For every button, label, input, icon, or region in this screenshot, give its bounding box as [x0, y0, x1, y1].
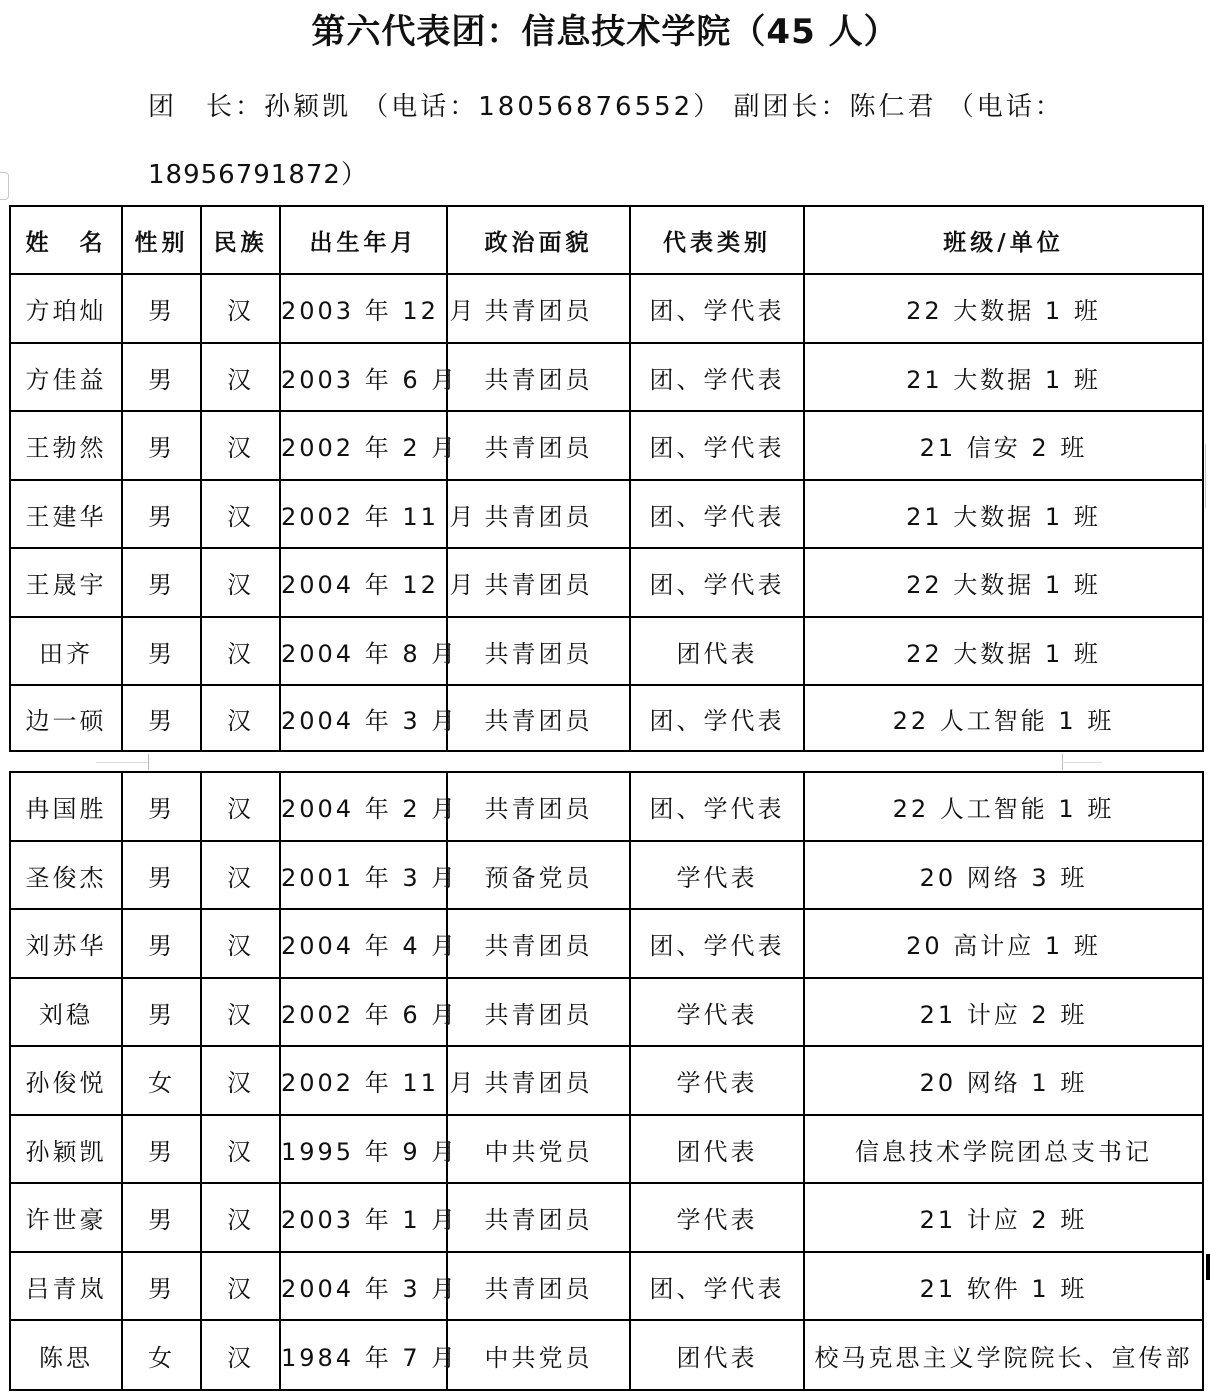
- political-status-cell: 共青团员: [447, 978, 630, 1046]
- birth-date-cell: 2002 年 6 月: [280, 978, 447, 1046]
- class-unit-cell: 21 计应 2 班: [804, 978, 1203, 1046]
- table-row: [10, 978, 1203, 1046]
- class-unit-cell: 22 大数据 1 班: [804, 617, 1203, 685]
- table-row: [10, 411, 1203, 480]
- political-status-cell: 共青团员: [447, 274, 630, 343]
- name-cell: 吕青岚: [10, 1252, 122, 1320]
- delegate-type-cell: 团、学代表: [630, 909, 804, 978]
- table-row: [10, 1252, 1203, 1320]
- ethnicity-cell: 汉: [201, 480, 280, 548]
- name-cell: 边一硕: [10, 685, 122, 751]
- table-row: [10, 1046, 1203, 1115]
- delegate-type-cell: 团、学代表: [630, 685, 804, 751]
- ethnicity-cell: 汉: [201, 978, 280, 1046]
- gender-cell: 男: [122, 617, 201, 685]
- table-row: [10, 685, 1203, 751]
- table-row: [10, 617, 1203, 685]
- ethnicity-cell: 汉: [201, 548, 280, 617]
- gender-cell: 男: [122, 480, 201, 548]
- birth-date-cell: 1995 年 9 月: [280, 1115, 447, 1183]
- delegate-type-cell: 团、学代表: [630, 411, 804, 480]
- class-unit-cell: 21 大数据 1 班: [804, 343, 1203, 411]
- class-unit-cell: 21 计应 2 班: [804, 1183, 1203, 1252]
- class-unit-cell: 校马克思主义学院院长、宣传部: [804, 1320, 1203, 1390]
- political-status-cell: 中共党员: [447, 1320, 630, 1390]
- column-header: 代表类别: [630, 206, 804, 274]
- name-cell: 刘苏华: [10, 909, 122, 978]
- delegate-type-cell: 学代表: [630, 841, 804, 909]
- political-status-cell: 共青团员: [447, 1252, 630, 1320]
- ethnicity-cell: 汉: [201, 909, 280, 978]
- table-row: [10, 841, 1203, 909]
- column-header: 班级/单位: [804, 206, 1203, 274]
- gender-cell: 男: [122, 1183, 201, 1252]
- name-cell: 刘稳: [10, 978, 122, 1046]
- table-row: [10, 480, 1203, 548]
- delegate-type-cell: 学代表: [630, 1046, 804, 1115]
- name-cell: 王晟宇: [10, 548, 122, 617]
- ethnicity-cell: 汉: [201, 1046, 280, 1115]
- class-unit-cell: 信息技术学院团总支书记: [804, 1115, 1203, 1183]
- delegation-leaders-line: 团 长：孙颖凯 （电话：18056876552） 副团长：陈仁君 （电话：: [148, 92, 1064, 122]
- table-row: [10, 548, 1203, 617]
- ethnicity-cell: 汉: [201, 411, 280, 480]
- gender-cell: 男: [122, 411, 201, 480]
- table-header-row: [10, 206, 1203, 274]
- birth-date-cell: 2003 年 6 月: [280, 343, 447, 411]
- table-row: [10, 772, 1203, 841]
- page-corner-mark: [96, 762, 148, 763]
- gender-cell: 女: [122, 1046, 201, 1115]
- class-unit-cell: 21 软件 1 班: [804, 1252, 1203, 1320]
- gender-cell: 男: [122, 772, 201, 841]
- text-cursor: [1206, 1254, 1210, 1280]
- ethnicity-cell: 汉: [201, 1115, 280, 1183]
- table-row: [10, 1320, 1203, 1390]
- class-unit-cell: 22 大数据 1 班: [804, 274, 1203, 343]
- delegate-type-cell: 团代表: [630, 1320, 804, 1390]
- delegate-type-cell: 团、学代表: [630, 1252, 804, 1320]
- political-status-cell: 预备党员: [447, 841, 630, 909]
- delegate-type-cell: 团代表: [630, 1115, 804, 1183]
- column-header: 出生年月: [280, 206, 447, 274]
- name-cell: 方珀灿: [10, 274, 122, 343]
- name-cell: 陈思: [10, 1320, 122, 1390]
- ethnicity-cell: 汉: [201, 1183, 280, 1252]
- class-unit-cell: 20 网络 3 班: [804, 841, 1203, 909]
- birth-date-cell: 2002 年 11 月: [280, 1046, 447, 1115]
- name-cell: 许世豪: [10, 1183, 122, 1252]
- birth-date-cell: 2004 年 3 月: [280, 685, 447, 751]
- political-status-cell: 共青团员: [447, 548, 630, 617]
- name-cell: 方佳益: [10, 343, 122, 411]
- name-cell: 冉国胜: [10, 772, 122, 841]
- gender-cell: 男: [122, 909, 201, 978]
- class-unit-cell: 22 人工智能 1 班: [804, 685, 1203, 751]
- delegate-type-cell: 团、学代表: [630, 548, 804, 617]
- delegate-type-cell: 团、学代表: [630, 274, 804, 343]
- ethnicity-cell: 汉: [201, 1320, 280, 1390]
- page-corner-mark: [1062, 762, 1102, 763]
- birth-date-cell: 2004 年 12 月: [280, 548, 447, 617]
- ethnicity-cell: 汉: [201, 1252, 280, 1320]
- ethnicity-cell: 汉: [201, 685, 280, 751]
- table-row: [10, 1183, 1203, 1252]
- birth-date-cell: 2003 年 12 月: [280, 274, 447, 343]
- ethnicity-cell: 汉: [201, 343, 280, 411]
- birth-date-cell: 1984 年 7 月: [280, 1320, 447, 1390]
- margin-bracket-icon: [0, 172, 9, 200]
- column-header: 性别: [122, 206, 201, 274]
- class-unit-cell: 22 大数据 1 班: [804, 548, 1203, 617]
- political-status-cell: 共青团员: [447, 685, 630, 751]
- birth-date-cell: 2004 年 4 月: [280, 909, 447, 978]
- birth-date-cell: 2003 年 1 月: [280, 1183, 447, 1252]
- ethnicity-cell: 汉: [201, 772, 280, 841]
- ethnicity-cell: 汉: [201, 841, 280, 909]
- birth-date-cell: 2004 年 2 月: [280, 772, 447, 841]
- class-unit-cell: 21 大数据 1 班: [804, 480, 1203, 548]
- margin-bracket-icon: [1205, 444, 1210, 508]
- gender-cell: 女: [122, 1320, 201, 1390]
- class-unit-cell: 20 高计应 1 班: [804, 909, 1203, 978]
- ethnicity-cell: 汉: [201, 274, 280, 343]
- delegate-type-cell: 团、学代表: [630, 343, 804, 411]
- gender-cell: 男: [122, 548, 201, 617]
- birth-date-cell: 2004 年 8 月: [280, 617, 447, 685]
- delegate-type-cell: 团、学代表: [630, 772, 804, 841]
- class-unit-cell: 22 人工智能 1 班: [804, 772, 1203, 841]
- gender-cell: 男: [122, 343, 201, 411]
- page-corner-mark: [148, 754, 149, 770]
- class-unit-cell: 21 信安 2 班: [804, 411, 1203, 480]
- birth-date-cell: 2002 年 2 月: [280, 411, 447, 480]
- column-header: 姓 名: [10, 206, 122, 274]
- column-header: 民族: [201, 206, 280, 274]
- table-row: [10, 343, 1203, 411]
- delegate-type-cell: 学代表: [630, 1183, 804, 1252]
- name-cell: 王建华: [10, 480, 122, 548]
- gender-cell: 男: [122, 274, 201, 343]
- birth-date-cell: 2001 年 3 月: [280, 841, 447, 909]
- birth-date-cell: 2002 年 11 月: [280, 480, 447, 548]
- ethnicity-cell: 汉: [201, 617, 280, 685]
- delegate-type-cell: 学代表: [630, 978, 804, 1046]
- name-cell: 圣俊杰: [10, 841, 122, 909]
- delegate-type-cell: 团代表: [630, 617, 804, 685]
- political-status-cell: 共青团员: [447, 480, 630, 548]
- political-status-cell: 共青团员: [447, 772, 630, 841]
- delegates-table-page-1: [9, 205, 1204, 752]
- gender-cell: 男: [122, 978, 201, 1046]
- table-row: [10, 274, 1203, 343]
- table-row: [10, 909, 1203, 978]
- column-header: 政治面貌: [447, 206, 630, 274]
- political-status-cell: 共青团员: [447, 343, 630, 411]
- political-status-cell: 共青团员: [447, 1183, 630, 1252]
- class-unit-cell: 20 网络 1 班: [804, 1046, 1203, 1115]
- gender-cell: 男: [122, 1252, 201, 1320]
- name-cell: 孙俊悦: [10, 1046, 122, 1115]
- political-status-cell: 共青团员: [447, 909, 630, 978]
- delegates-table-page-2: [9, 771, 1204, 1391]
- delegate-type-cell: 团、学代表: [630, 480, 804, 548]
- document-title: 第六代表团：信息技术学院（45 人）: [311, 12, 899, 52]
- birth-date-cell: 2004 年 3 月: [280, 1252, 447, 1320]
- political-status-cell: 中共党员: [447, 1115, 630, 1183]
- table-row: [10, 1115, 1203, 1183]
- political-status-cell: 共青团员: [447, 411, 630, 480]
- name-cell: 王勃然: [10, 411, 122, 480]
- delegation-leaders-phone: 18956791872）: [148, 160, 368, 190]
- political-status-cell: 共青团员: [447, 617, 630, 685]
- name-cell: 孙颖凯: [10, 1115, 122, 1183]
- gender-cell: 男: [122, 1115, 201, 1183]
- gender-cell: 男: [122, 685, 201, 751]
- name-cell: 田齐: [10, 617, 122, 685]
- page-break: [0, 754, 1210, 770]
- gender-cell: 男: [122, 841, 201, 909]
- political-status-cell: 共青团员: [447, 1046, 630, 1115]
